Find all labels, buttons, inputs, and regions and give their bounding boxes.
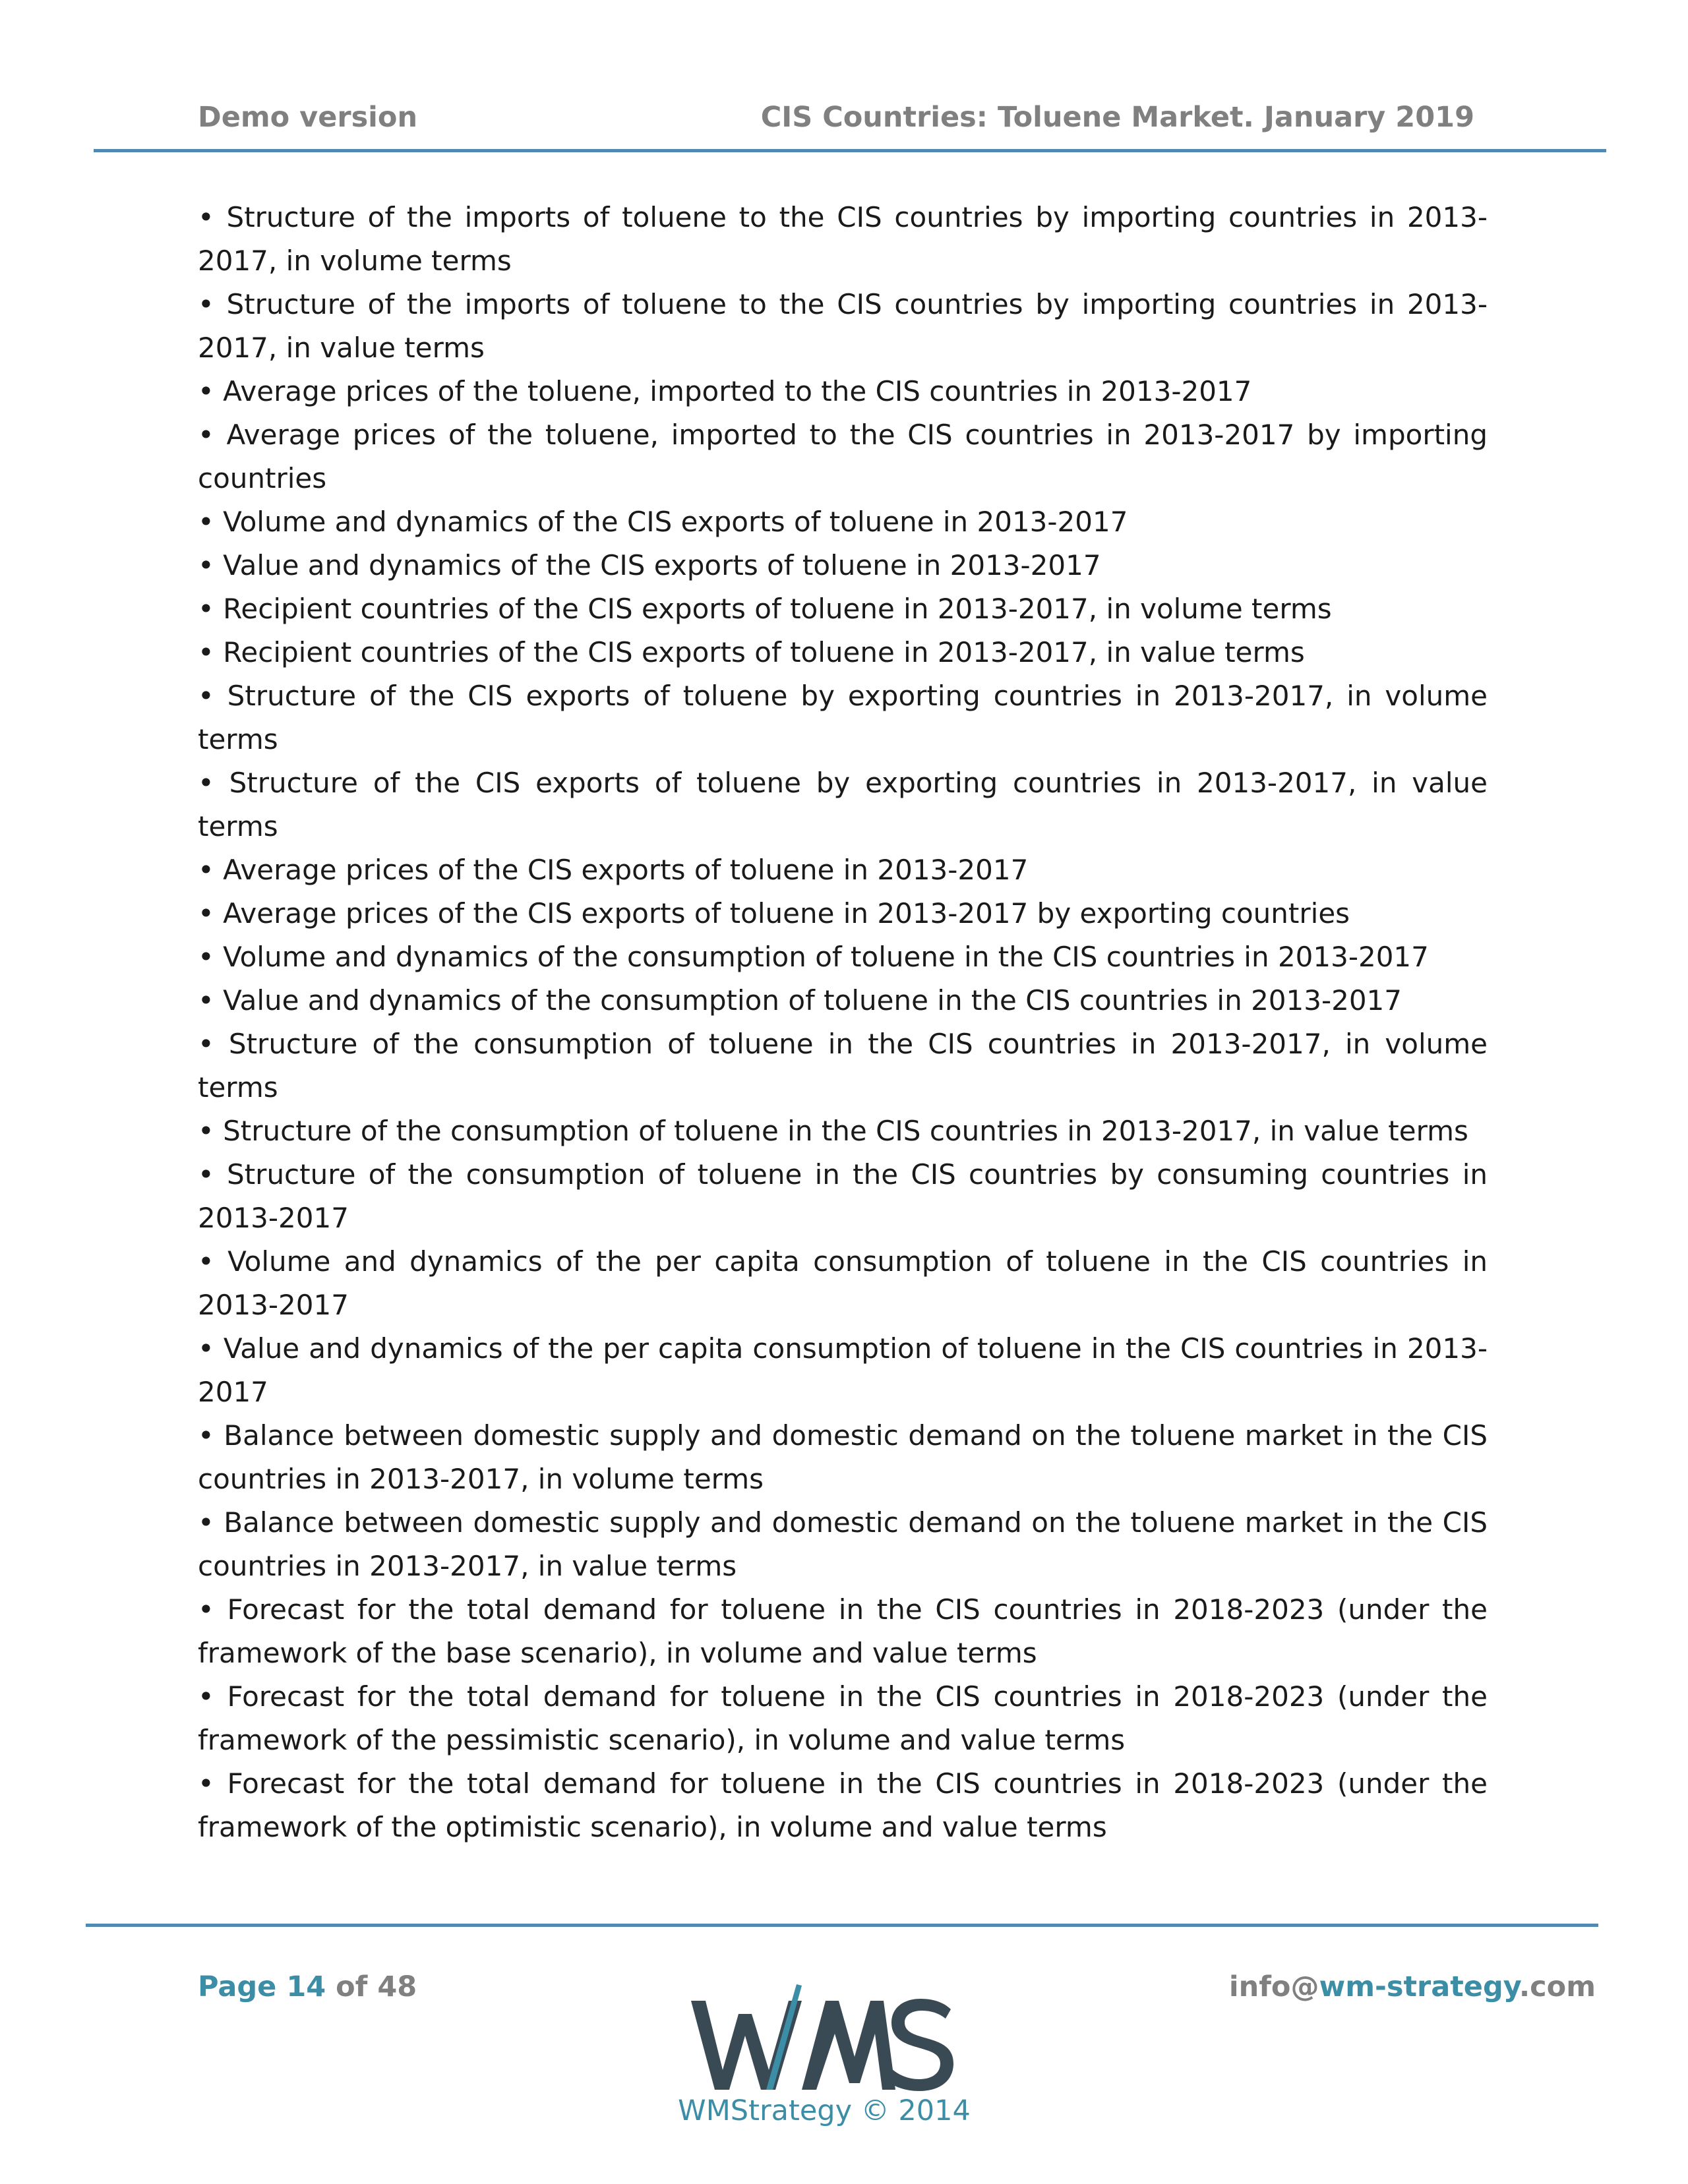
email-user: info@ [1228, 1970, 1319, 2003]
list-item: • Volume and dynamics of the consumption of toluene in the CIS countries in 2013-2017 [198, 941, 1429, 973]
list-item: • Recipient countries of the CIS exports of toluene in 2013-2017, in value terms [198, 636, 1305, 668]
list-item: • Structure of the consumption of toluene in the CIS countries in 2013-2017, in volume terms [198, 1028, 1488, 1104]
list-item: • Structure of the imports of toluene to the CIS countries by importing countries in 2013-2017, in value terms [198, 288, 1488, 364]
of-word: of [336, 1970, 368, 2003]
list-item: • Structure of the consumption of toluene in the CIS countries by consuming countries in 2013-2017 [198, 1158, 1488, 1234]
contact-email[interactable] [1229, 1967, 1596, 2007]
list-item: • Structure of the imports of toluene to the CIS countries by importing countries in 2013-2017, in volume terms [198, 201, 1488, 277]
logo-caption: WMStrategy © 2014 [678, 2094, 971, 2127]
email-tld: .com [1519, 1970, 1596, 2003]
list-item: • Average prices of the CIS exports of toluene in 2013-2017 by exporting countries [198, 897, 1350, 930]
contents-list [198, 196, 1488, 1849]
email-domain: wm-strategy [1319, 1970, 1519, 2003]
footer-divider [86, 1924, 1598, 1927]
list-item: • Average prices of the toluene, imported to the CIS countries in 2013-2017 by importing countries [198, 419, 1488, 494]
list-item: • Average prices of the toluene, imported to the CIS countries in 2013-2017 [198, 375, 1252, 407]
list-item: • Value and dynamics of the consumption of toluene in the CIS countries in 2013-2017 [198, 984, 1402, 1017]
list-item: • Balance between domestic supply and domestic demand on the toluene market in the CIS countries in 2013-2017, in value terms [198, 1506, 1488, 1582]
list-item: • Value and dynamics of the CIS exports of toluene in 2013-2017 [198, 549, 1101, 581]
header-divider [94, 149, 1606, 152]
page-number: 14 [286, 1970, 326, 2003]
list-item: • Forecast for the total demand for toluene in the CIS countries in 2018-2023 (under the framework of the base scenario), in volume and value terms [198, 1593, 1488, 1669]
document-title: CIS Countries: Toluene Market. January 2019 [760, 101, 1474, 134]
page-word: Page [198, 1970, 277, 2003]
page-counter [198, 1967, 417, 2007]
list-item: • Structure of the consumption of toluene in the CIS countries in 2013-2017, in value terms [198, 1115, 1468, 1147]
wms-logo-mark [686, 1978, 956, 2096]
list-item: • Volume and dynamics of the CIS exports of toluene in 2013-2017 [198, 506, 1128, 538]
list-item: • Recipient countries of the CIS exports of toluene in 2013-2017, in volume terms [198, 593, 1332, 625]
list-item: • Volume and dynamics of the per capita consumption of toluene in the CIS countries in 2013-2017 [198, 1245, 1488, 1321]
list-item: • Balance between domestic supply and domestic demand on the toluene market in the CIS countries in 2013-2017, in volume terms [198, 1419, 1488, 1495]
list-item: • Structure of the CIS exports of toluene by exporting countries in 2013-2017, in volume terms [198, 680, 1488, 755]
list-item: • Structure of the CIS exports of toluene by exporting countries in 2013-2017, in value terms [198, 767, 1488, 842]
demo-version-label: Demo version [198, 101, 418, 134]
total-pages: 48 [377, 1970, 417, 2003]
list-item: • Forecast for the total demand for toluene in the CIS countries in 2018-2023 (under the framework of the optimistic scenario), in volume and value terms [198, 1767, 1488, 1843]
list-item: • Value and dynamics of the per capita consumption of toluene in the CIS countries in 2013-2017 [198, 1332, 1488, 1408]
list-item: • Average prices of the CIS exports of toluene in 2013-2017 [198, 854, 1029, 886]
list-item: • Forecast for the total demand for toluene in the CIS countries in 2018-2023 (under the framework of the pessimistic scenario), in volume and value terms [198, 1680, 1488, 1756]
